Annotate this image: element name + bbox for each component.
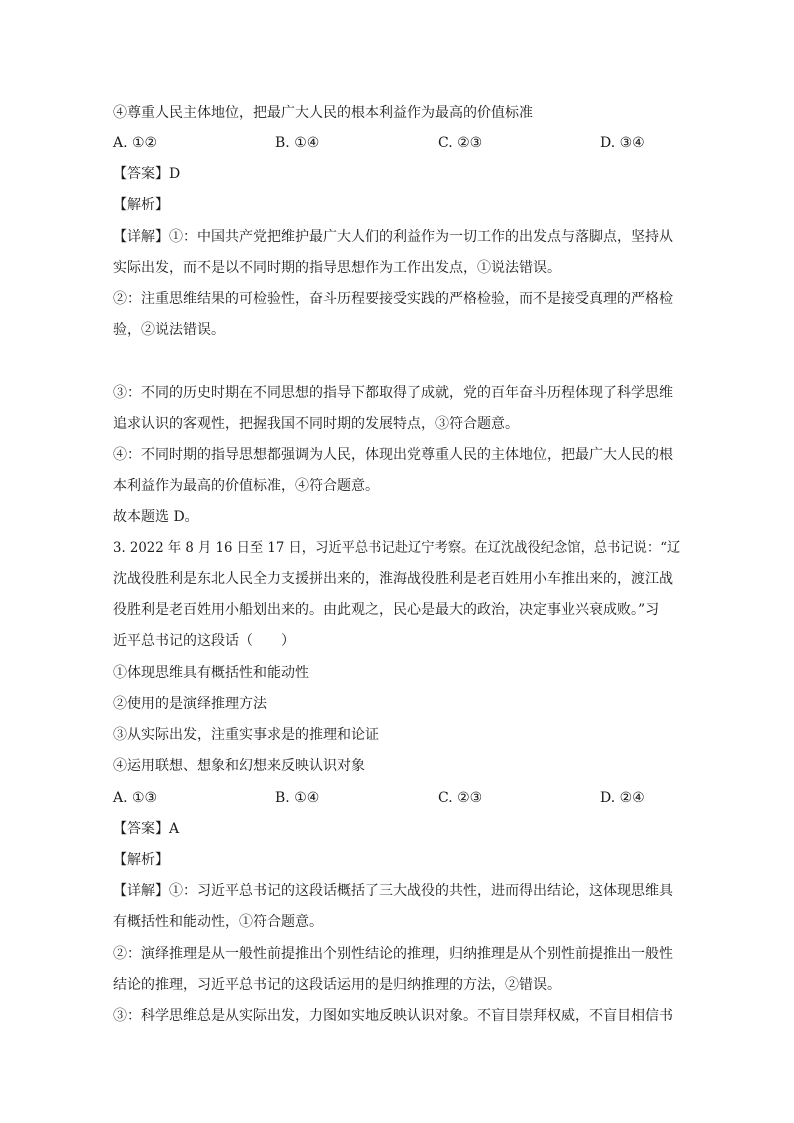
q2-option-c: C. ②③ — [438, 135, 483, 151]
q2-detail-line-4: 验，②说法错误。 — [113, 322, 225, 338]
q3-option-b: B. ①④ — [275, 790, 320, 806]
q3-option-d: D. ②④ — [600, 790, 645, 806]
q3-detail-line-1: 【详解】①：习近平总书记的这段话概括了三大战役的共性，进而得出结论，这体现思维具 — [113, 883, 673, 899]
q2-detail-line-5: ③：不同的历史时期在不同思想的指导下都取得了成就，党的百年奋斗历程体现了科学思维 — [113, 385, 673, 401]
q3-option-c: C. ②③ — [438, 790, 483, 806]
q2-detail-line-2: 实际出发，而不是以不同时期的指导思想作为工作出发点，①说法错误。 — [113, 260, 561, 276]
q3-statement-1: ①体现思维具有概括性和能动性 — [113, 665, 309, 681]
q3-analysis-label: 【解析】 — [113, 852, 169, 868]
q3-detail-line-3: ②：演绎推理是从一般性前提推出个别性结论的推理，归纳推理是从个别性前提推出一般性 — [113, 946, 673, 962]
q3-detail-line-2: 有概括性和能动性，①符合题意。 — [113, 914, 323, 930]
q3-stem-line-2: 沈战役胜利是东北人民全力支援拼出来的，淮海战役胜利是老百姓用小车推出来的，渡江战 — [113, 571, 673, 587]
q3-stem-line-4: 近平总书记的这段话（ ） — [113, 633, 295, 649]
q2-option-b: B. ①④ — [275, 135, 320, 151]
q3-answer: 【答案】A — [113, 821, 180, 837]
q3-statement-2: ②使用的是演绎推理方法 — [113, 696, 267, 712]
q2-analysis-label: 【解析】 — [113, 197, 169, 213]
q3-detail-line-5: ③：科学思维总是从实际出发，力图如实地反映认识对象。不盲目崇拜权威，不盲目相信书 — [113, 1008, 673, 1024]
q2-detail-line-7: ④：不同时期的指导思想都强调为人民，体现出党尊重人民的主体地位，把最广大人民的根 — [113, 447, 673, 463]
q2-option-d: D. ③④ — [600, 135, 645, 151]
q2-detail-line-1: 【详解】①：中国共产党把维护最广大人们的利益作为一切工作的出发点与落脚点，坚持从 — [113, 229, 673, 245]
q2-detail-line-6: 追求认识的客观性，把握我国不同时期的发展特点，③符合题意。 — [113, 416, 519, 432]
q2-detail-line-8: 本利益作为最高的价值标准，④符合题意。 — [113, 478, 379, 494]
q2-conclusion: 故本题选 D。 — [113, 509, 199, 525]
q3-statement-3: ③从实际出发，注重实事求是的推理和论证 — [113, 727, 379, 743]
q2-option-a: A. ①② — [113, 135, 158, 151]
q3-stem-line-3: 役胜利是老百姓用小船划出来的。由此观之，民心是最大的政治，决定事业兴衰成败。”习 — [113, 602, 660, 618]
q3-option-a: A. ①③ — [113, 790, 158, 806]
q2-detail-line-3: ②：注重思维结果的可检验性，奋斗历程要接受实践的严格检验，而不是接受真理的严格检 — [113, 291, 673, 307]
q3-statement-4: ④运用联想、想象和幻想来反映认识对象 — [113, 758, 365, 774]
q3-stem-line-1: 3. 2022 年 8 月 16 日至 17 日，习近平总书记赴辽宁考察。在辽沈战役纪念馆，总书记说：“辽 — [113, 540, 681, 556]
q3-detail-line-4: 结论的推理，习近平总书记的这段话运用的是归纳推理的方法，②错误。 — [113, 977, 561, 993]
q2-statement-4: ④尊重人民主体地位，把最广大人民的根本利益作为最高的价值标准 — [113, 105, 533, 121]
q2-answer: 【答案】D — [113, 166, 181, 182]
